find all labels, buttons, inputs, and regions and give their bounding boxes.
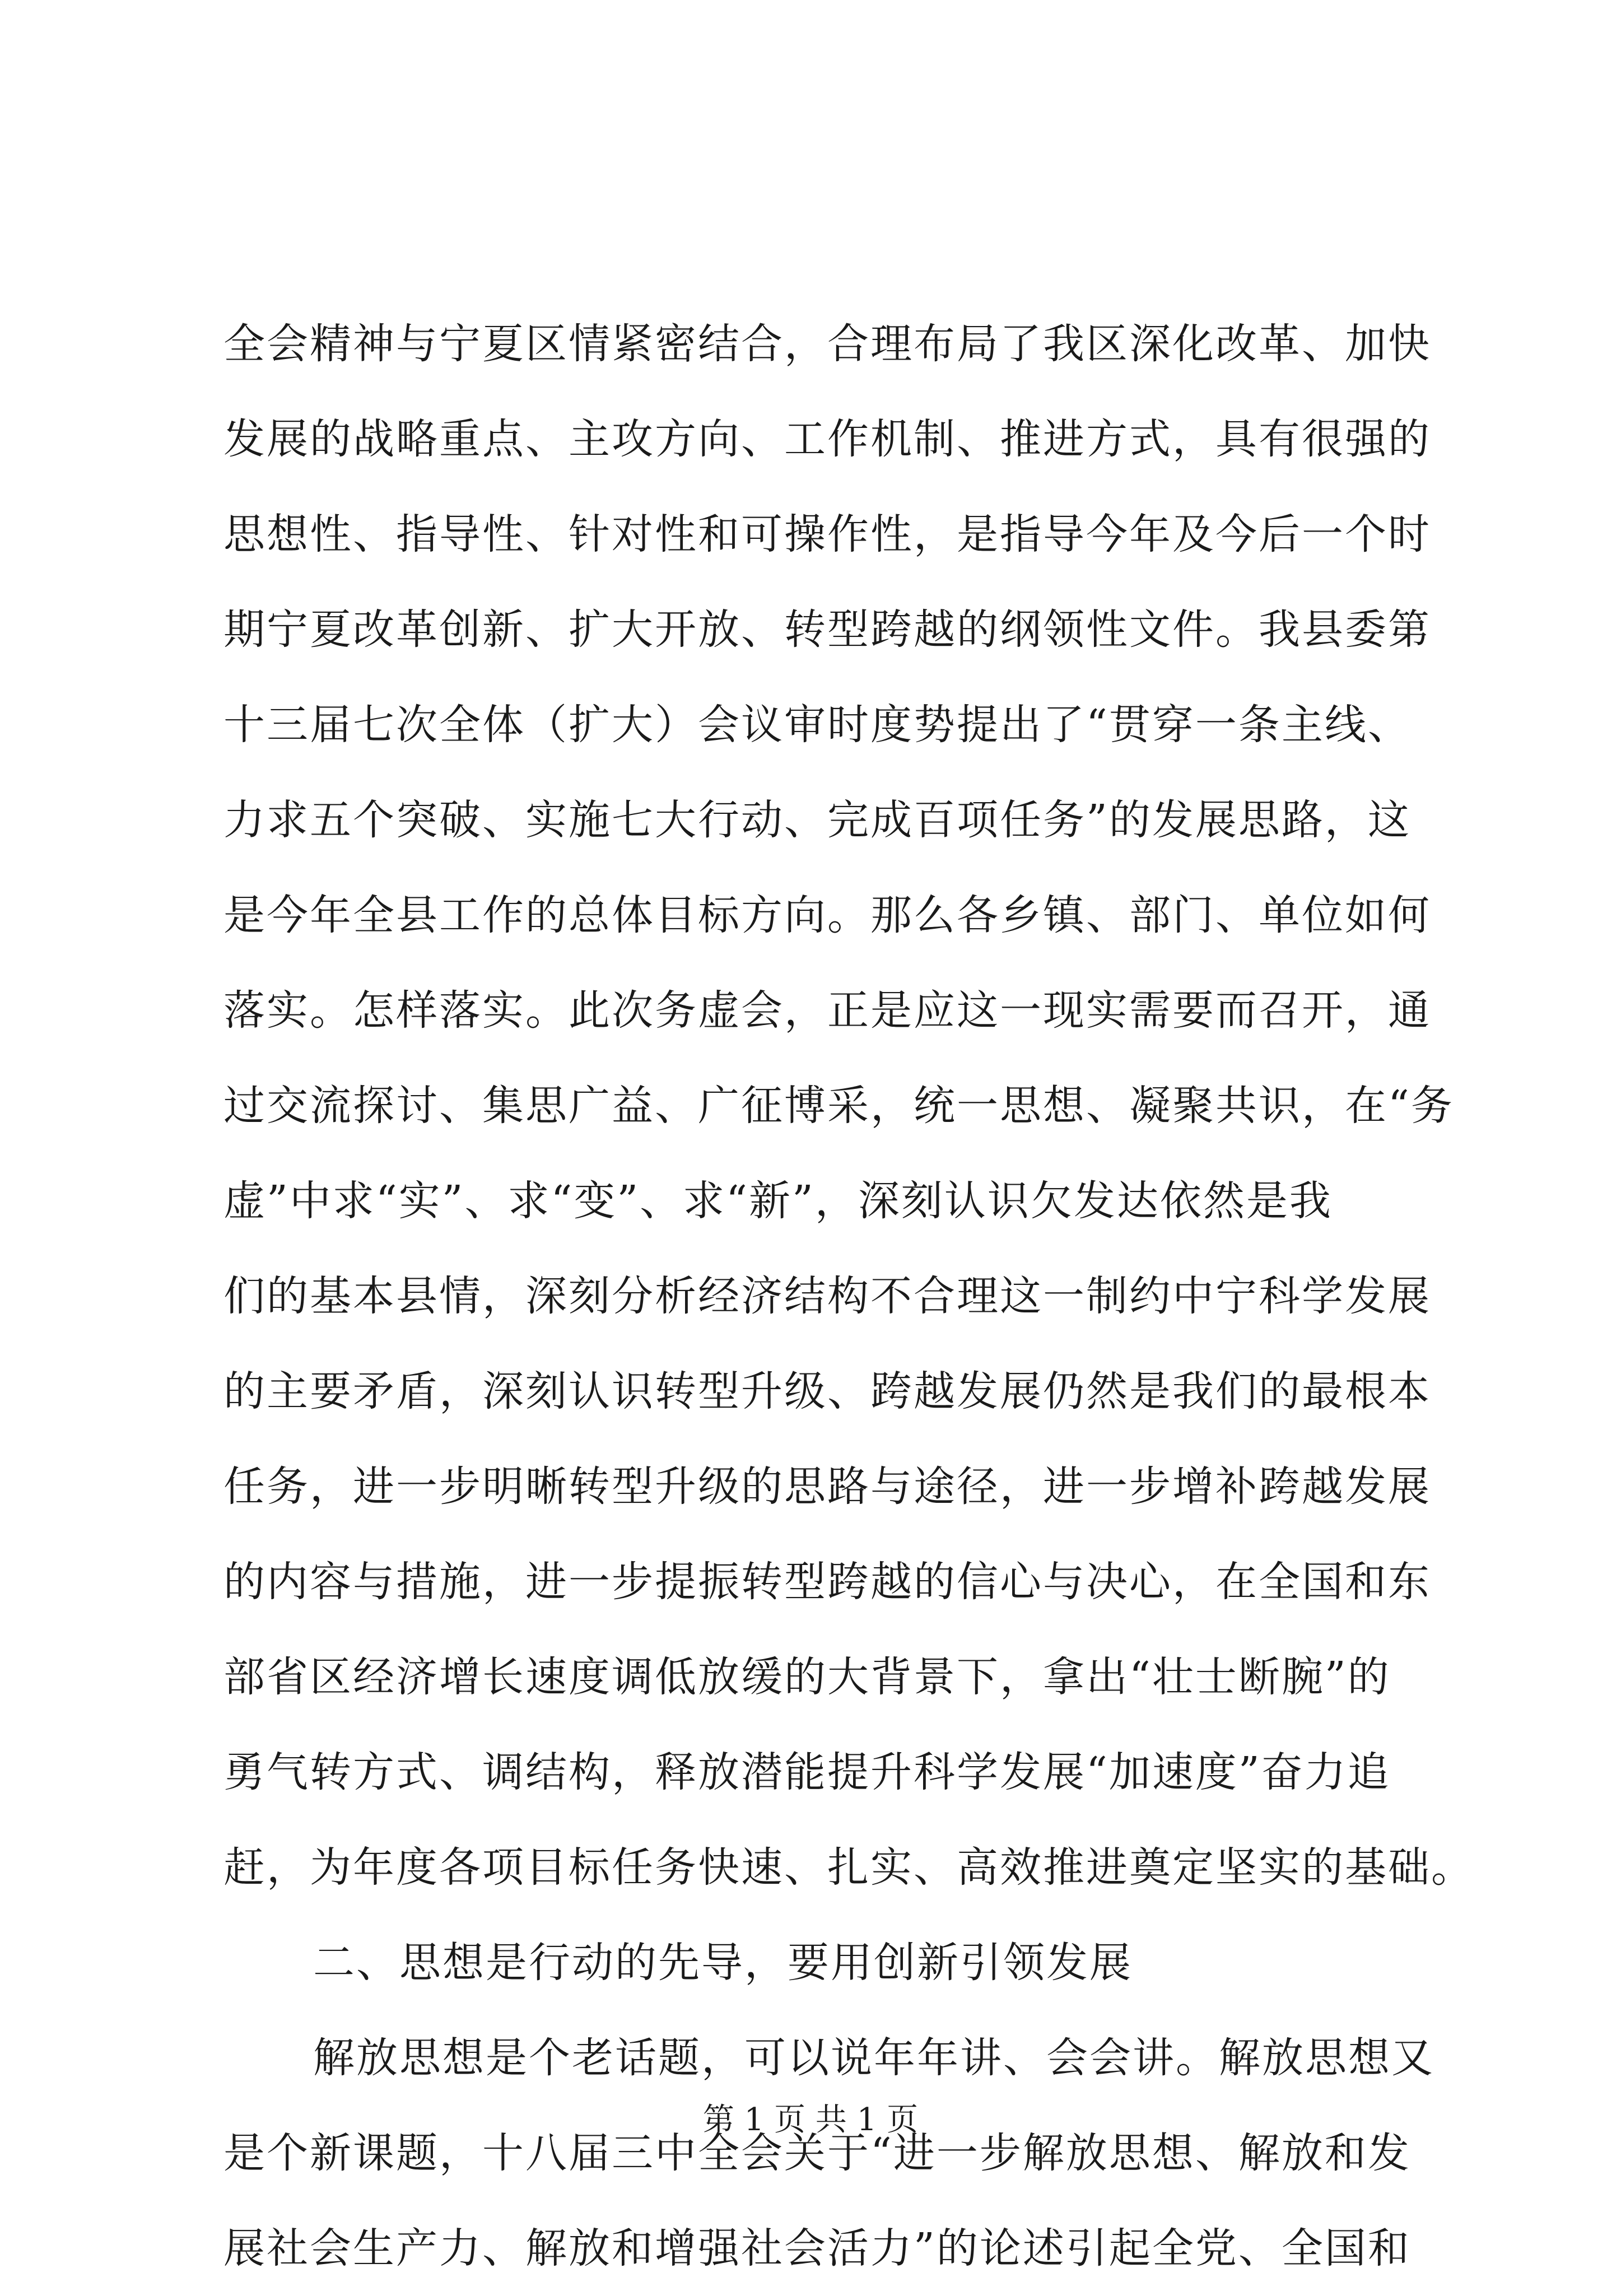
body-text	[223, 296, 1474, 2296]
text-line: 的主要矛盾，深刻认识转型升级、跨越发展仍然是我们的最根本	[223, 1367, 1431, 1415]
text-line: 部省区经济增长速度调低放缓的大背景下，拿出“壮士断腕”的	[223, 1653, 1391, 1701]
text-line: 赶，为年度各项目标任务快速、扎实、高效推进奠定坚实的基础。	[223, 1843, 1474, 1892]
page-number: 第 1 页 共 1 页	[702, 2102, 919, 2138]
text-line: 虚”中求“实”、求“变”、求“新”，深刻认识欠发达依然是我	[223, 1177, 1333, 1225]
text-line: 思想性、指导性、针对性和可操作性，是指导今年及今后一个时	[223, 510, 1431, 558]
text-line: 力求五个突破、实施七大行动、完成百项任务”的发展思路，这	[223, 796, 1411, 844]
text-line: 们的基本县情，深刻分析经济结构不合理这一制约中宁科学发展	[223, 1272, 1431, 1320]
text-line: 是个新课题，十八届三中全会关于“进一步解放思想、解放和发	[223, 2129, 1411, 2177]
text-line: 十三届七次全体（扩大）会议审时度势提出了“贯穿一条主线、	[223, 701, 1411, 749]
text-line: 勇气转方式、调结构，释放潜能提升科学发展“加速度”奋力追	[223, 1748, 1391, 1796]
text-line: 发展的战略重点、主攻方向、工作机制、推进方式，具有很强的	[223, 415, 1431, 463]
text-line: 的内容与措施，进一步提振转型跨越的信心与决心，在全国和东	[223, 1558, 1431, 1606]
text-line: 是今年全县工作的总体目标方向。那么各乡镇、部门、单位如何	[223, 891, 1431, 939]
text-line: 任务，进一步明晰转型升级的思路与途径，进一步增补跨越发展	[223, 1463, 1431, 1511]
text-line: 解放思想是个老话题，可以说年年讲、会会讲。解放思想又	[313, 2034, 1434, 2082]
text-line: 落实。怎样落实。此次务虚会，正是应这一现实需要而召开，通	[223, 986, 1431, 1035]
page-footer	[0, 2098, 1621, 2143]
text-line: 展社会生产力、解放和增强社会活力”的论述引起全党、全国和	[223, 2224, 1411, 2272]
text-line: 过交流探讨、集思广益、广征博采，统一思想、凝聚共识，在“务	[223, 1082, 1454, 1130]
section-heading: 二、思想是行动的先导，要用创新引领发展	[313, 1939, 1133, 1987]
text-line: 全会精神与宁夏区情紧密结合，合理布局了我区深化改革、加快	[223, 320, 1431, 368]
text-line: 期宁夏改革创新、扩大开放、转型跨越的纲领性文件。我县委第	[223, 606, 1431, 654]
